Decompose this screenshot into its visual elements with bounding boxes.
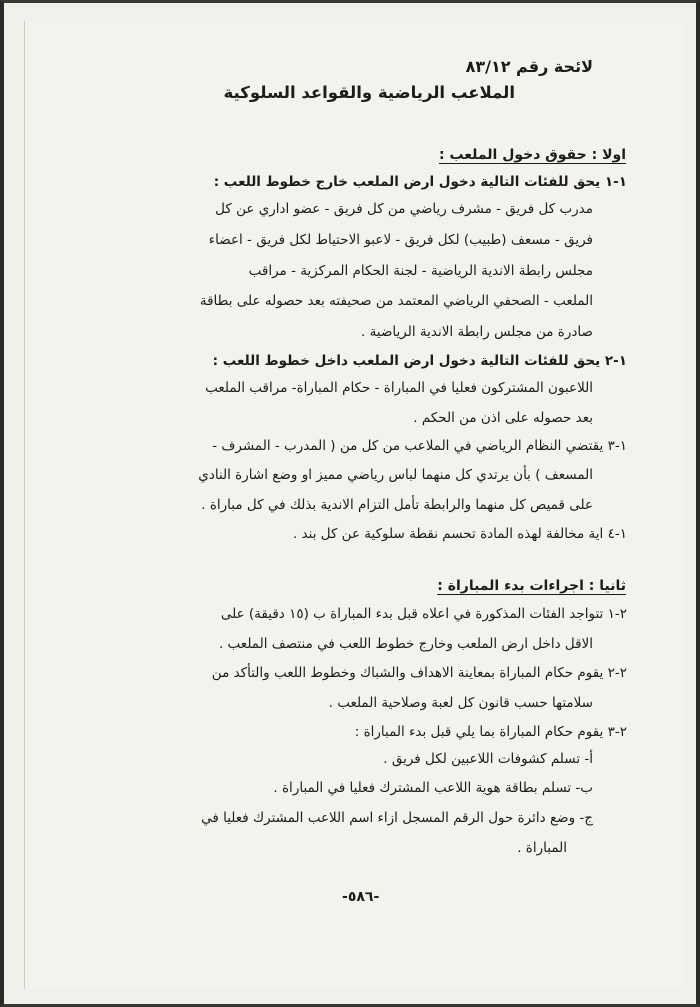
item-2-1-line: ٢-١ تتواجد الفئات المذكورة في اعلاه قبل بدء المباراة ب (١٥ دقيقة) على	[220, 606, 627, 622]
item-1-2-heading: ١-٢ يحق للفئات التالية دخول ارض الملعب داخل خطوط اللعب :	[212, 353, 627, 369]
item-2-2-line: سلامتها حسب قانون كل لعبة وصلاحية الملعب .	[328, 695, 593, 711]
item-2-3-sub-b: ب- تسلم بطاقة هوية اللاعب المشترك فعليا في المباراة .	[273, 780, 593, 796]
item-1-3-line: المسعف ) بأن يرتدي كل منهما لباس رياضي مميز او وضع اشارة النادي	[198, 467, 593, 483]
item-1-1-line: فريق - مسعف (طبيب) لكل فريق - لاعبو الاحتياط لكل فريق - اعضاء	[208, 232, 593, 248]
item-1-1-line: صادرة من مجلس رابطة الاندية الرياضية .	[361, 324, 593, 340]
item-1-4: ١-٤ اية مخالفة لهذه المادة تحسم نقطة سلوكية عن كل بند .	[292, 526, 627, 542]
page-number: -٥٨٦-	[342, 889, 380, 905]
item-2-1-line: الاقل داخل ارض الملعب وخارج خطوط اللعب في منتصف الملعب .	[218, 636, 593, 652]
section1-heading: اولا : حقوق دخول الملعب :	[438, 147, 626, 163]
item-1-3-line: ١-٣ يقتضي النظام الرياضي في الملاعب من كل من ( المدرب - المشرف -	[212, 438, 627, 454]
item-1-3-line: على قميص كل منهما والرابطة تأمل التزام الاندية بذلك في كل مباراة .	[201, 497, 593, 513]
regulation-number: لائحة رقم ٨٣/١٢	[465, 57, 593, 76]
item-2-3-sub-c: ج- وضع دائرة حول الرقم المسجل ازاء اسم اللاعب المشترك فعليا في	[201, 810, 593, 826]
document-title: الملاعب الرياضية والقواعد السلوكية	[223, 83, 515, 102]
item-1-1-line: الملعب - الصحفي الرياضي المعتمد من صحيفته بعد حصوله على بطاقة	[199, 293, 593, 309]
item-1-2-line: اللاعبون المشتركون فعليا في المباراة - حكام المباراة- مراقب الملعب	[205, 380, 593, 396]
item-2-3-sub-c: المباراة .	[517, 840, 567, 856]
item-2-2-line: ٢-٢ يقوم حكام المباراة بمعاينة الاهداف والشباك وخطوط اللعب والتأكد من	[211, 665, 627, 681]
item-1-1-line: مدرب كل فريق - مشرف رياضي من كل فريق - عضو اداري عن كل	[215, 201, 593, 217]
item-2-3-heading: ٢-٣ يقوم حكام المباراة بما يلي قبل بدء المباراة :	[354, 724, 627, 740]
item-1-1-line: مجلس رابطة الاندية الرياضية - لجنة الحكام المركزية - مراقب	[248, 263, 593, 279]
document-page	[24, 21, 683, 989]
item-1-1-heading: ١-١ يحق للفئات التالية دخول ارض الملعب خارج خطوط اللعب :	[213, 174, 627, 190]
item-1-2-line: بعد حصوله على اذن من الحكم .	[413, 410, 593, 426]
item-2-3-sub-a: أ- تسلم كشوفات اللاعبين لكل فريق .	[383, 751, 593, 767]
section2-heading: ثانيا : اجراءات بدء المباراة :	[437, 578, 626, 594]
